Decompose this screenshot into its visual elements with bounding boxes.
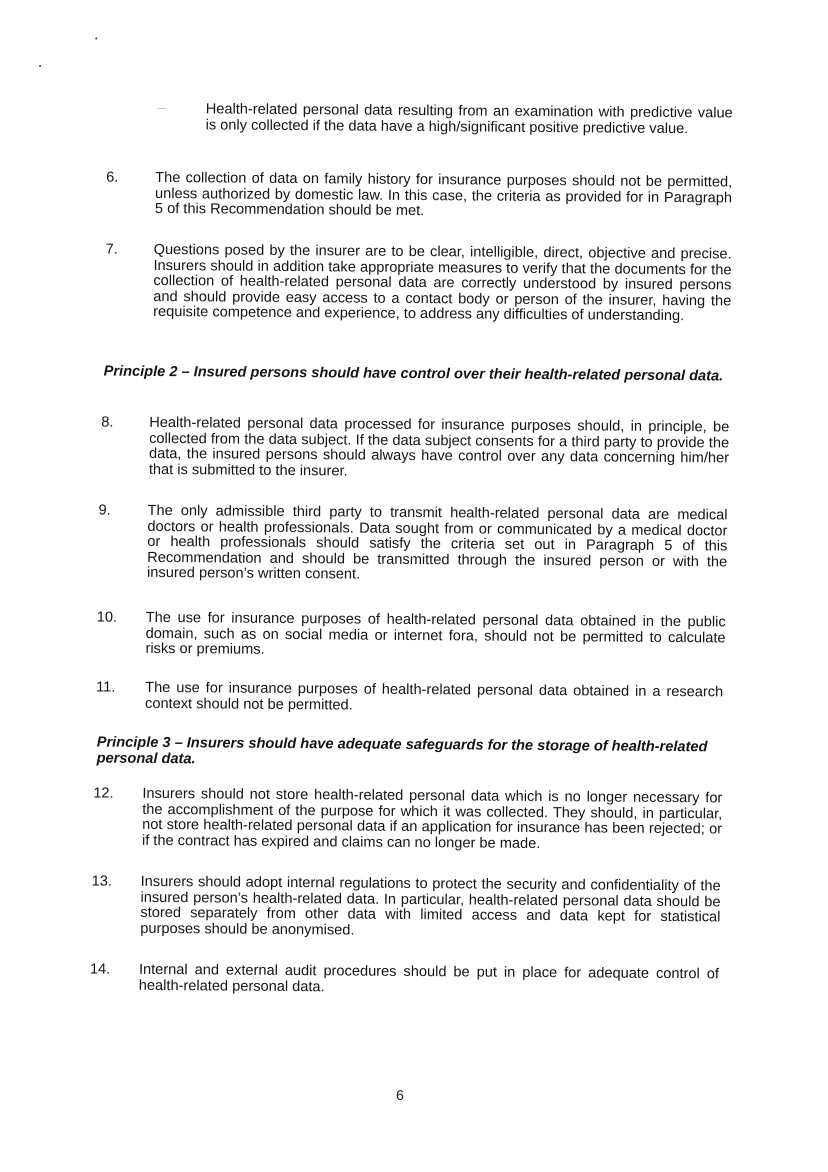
paragraph-number: 12. bbox=[93, 785, 114, 802]
numbered-paragraph bbox=[96, 609, 726, 662]
paragraph-number: 13. bbox=[91, 873, 113, 890]
paragraph-text: The use for insurance purposes of health-related personal data obtained in the public domain, such as on social media or internet fora, should not be permitted to calculate risks or premiums. bbox=[145, 609, 726, 659]
paragraph-text: Internal and external audit procedures should be put in place for adequate control of health-related personal data. bbox=[138, 961, 720, 995]
paragraph-number: 7. bbox=[105, 241, 118, 258]
paragraph-number: 14. bbox=[89, 961, 111, 978]
scan-speck bbox=[95, 37, 97, 39]
paragraph-text: Insurers should not store health-related personal data which is no longer necessary for the accomplishment of the purpose for which it was collected. They should, in particular, not store health-related personal data if an application for insurance has been rejected; or if the contract has expired and claims can no longer be made. bbox=[141, 785, 723, 852]
paragraph-number: 6. bbox=[106, 169, 119, 186]
bullet-text: Health-related personal data resulting from an examination with predictive value is only collected if the data have a high/significant positive predictive value. bbox=[205, 101, 733, 137]
numbered-paragraph bbox=[89, 961, 720, 999]
paragraph-text: The only admissible third party to transmit health-related personal data are medical doctors or health professionals. Data sought from or communicated by a medical doctor or health professionals should satisfy the criteria set out in Paragraph 5 of this Recommendation and should be transmitted through the insured person or with the insured person’s written consent. bbox=[147, 502, 728, 583]
paragraph-number: 9. bbox=[98, 502, 111, 519]
numbered-paragraph bbox=[91, 873, 721, 942]
numbered-paragraph bbox=[101, 414, 730, 483]
paragraph-text: Questions posed by the insurer are to be clear, intelligible, direct, objective and precise. Insurers should in addition take appropriate measures to verify that the documents for the collection of health-related personal data are correctly understood by insured persons and should provide easy access to a contact body or person of the insurer, having the requisite competence and experience, to address any difficulties of understanding. bbox=[153, 241, 732, 325]
paragraph-text: Health-related personal data processed for insurance purposes should, in principle, be collected from the data subject. If the data subject consents for a third party to provide the data, the insured persons should always have control over any data concerning him/her that is submitted to the insurer. bbox=[148, 414, 730, 480]
numbered-paragraph bbox=[93, 785, 723, 854]
dash-bullet: – bbox=[157, 98, 166, 116]
paragraph-number: 11. bbox=[96, 679, 116, 696]
bullet-paragraph bbox=[157, 98, 733, 137]
page-number: 6 bbox=[396, 1086, 404, 1103]
scan-speck bbox=[39, 65, 41, 67]
numbered-paragraph bbox=[98, 502, 728, 587]
principle-heading: Principle 2 – Insured persons should have control over their health-related personal data. bbox=[103, 363, 724, 385]
numbered-paragraph bbox=[105, 241, 732, 326]
paragraph-text: Insurers should adopt internal regulations to protect the security and confidentiality of the insured person’s health-related data. In particular, health-related personal data should be stored separately from other data with limited access and data kept for statistical purposes should be anonymised. bbox=[140, 873, 721, 939]
paragraph-text: The use for insurance purposes of health-related personal data obtained in a research context should not be permitted. bbox=[144, 679, 724, 714]
numbered-paragraph bbox=[106, 169, 733, 222]
paragraph-text: The collection of data on family history for insurance purposes should not be permitted, unless authorized by domestic law. In this case, the criteria as provided for in Paragraph 5 of this Recommendation should be met. bbox=[154, 169, 733, 220]
principle-heading: Principle 3 – Insurers should have adequate safeguards for the storage of health-related personal data. bbox=[96, 734, 708, 767]
paragraph-number: 8. bbox=[101, 414, 114, 431]
paragraph-number: 10. bbox=[96, 609, 118, 626]
numbered-paragraph bbox=[96, 679, 724, 717]
